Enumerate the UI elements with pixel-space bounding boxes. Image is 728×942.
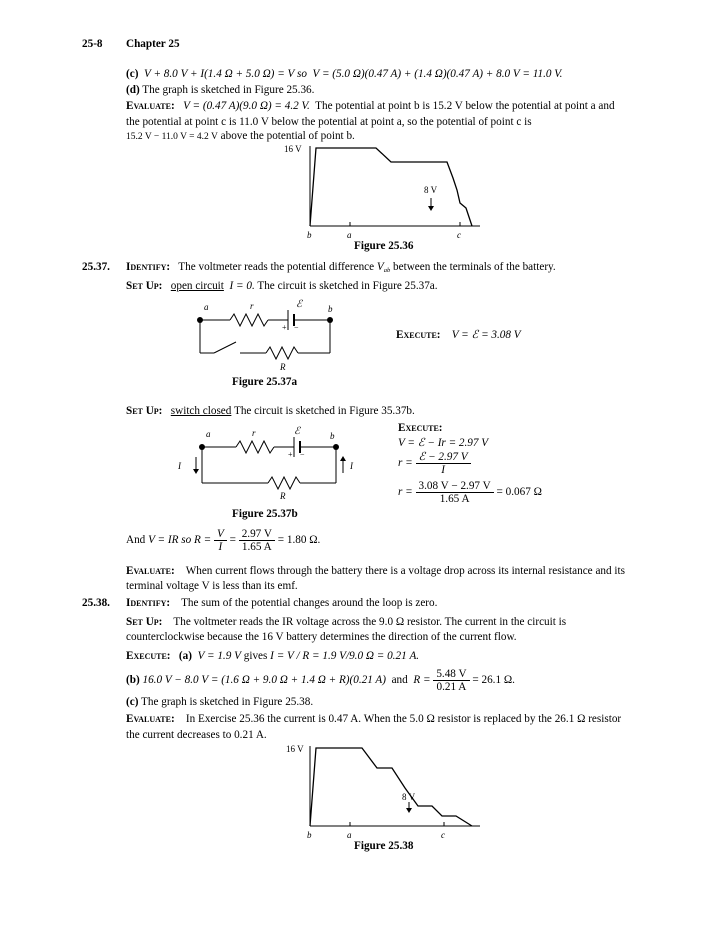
circuit-a-label-r: r: [250, 301, 254, 311]
setup-38-line1: Set Up: The voltmeter reads the IR voltage across the 9.0 Ω resistor. The current in the circuit is: [126, 616, 567, 628]
execute-37b-eq1: V = ℰ − Ir = 2.97 V: [398, 437, 489, 449]
graph38-x-c: c: [441, 830, 445, 840]
graph36-x-c: c: [457, 230, 461, 240]
graph36-x-a: a: [347, 230, 352, 240]
circuit-b-minus: −: [300, 450, 305, 459]
circuit-b-current-left: I: [178, 461, 181, 471]
figure-25-37a-caption: Figure 25.37a: [232, 376, 298, 388]
graph36-mid-label: 8 V: [424, 185, 438, 195]
figure-25-37b-caption: Figure 25.37b: [232, 508, 298, 520]
chapter-title: Chapter 25: [126, 38, 180, 50]
circuit-a-label-b: b: [328, 304, 333, 314]
graph38-mid-label: 8 V: [402, 792, 416, 802]
evaluate-36-line3: 15.2 V − 11.0 V = 4.2 V above the potential of point b.: [126, 130, 355, 142]
circuit-a-label-a: a: [204, 302, 209, 312]
circuit-25-37a: [190, 298, 350, 373]
figure-25-38-graph: [280, 740, 490, 845]
evaluate-36-line1: Evaluate: V = (0.47 A)(9.0 Ω) = 4.2 V. The potential at point b is 15.2 V below the potential at point a and: [126, 100, 615, 112]
figure-25-38-caption: Figure 25.38: [354, 840, 414, 852]
circuit-25-37b: [176, 425, 356, 500]
circuit-a-label-emf: ℰ: [296, 299, 303, 310]
graph38-top-label: 16 V: [286, 744, 304, 754]
evaluate-37-line1: Evaluate: When current flows through the battery there is a voltage drop across its internal resistance and its: [126, 565, 625, 577]
execute-37b-eq2: r = $\frac{\text{ℰ − 2.97 V}}{I}$: [398, 451, 471, 476]
graph38-x-a: a: [347, 830, 352, 840]
evaluate-36-line2: the potential at point c is 11.0 V below the potential at point a, so the potential of point c is: [126, 116, 532, 128]
execute-38b-line: (b) 16.0 V − 8.0 V = (1.6 Ω + 9.0 Ω + 1.4 Ω + R)(0.21 A) and R = $\frac{5.48 V}{0.21 A}$ = 26.1 Ω.: [126, 668, 515, 693]
figure-25-36-caption: Figure 25.36: [354, 240, 414, 252]
page-number: 25-8: [82, 38, 103, 50]
circuit-b-label-emf: ℰ: [294, 426, 301, 437]
setup-37-line1: Set Up: open circuit I = 0. The circuit is sketched in Figure 25.37a.: [126, 280, 438, 292]
part-c-38-line: (c) The graph is sketched in Figure 25.38.: [126, 696, 314, 708]
circuit-b-label-R: R: [280, 491, 286, 501]
graph36-top-label: 16 V: [284, 144, 302, 154]
execute-38a-line: Execute: (a) V = 1.9 V gives I = V / R = 1.9 V/9.0 Ω = 0.21 A.: [126, 650, 420, 662]
and-equation: And V = IR so R = $\frac{V}{I}$ = $\frac{2.97 V}{1.65 A}$ = 1.80 Ω.: [126, 528, 321, 553]
circuit-b-label-b: b: [330, 431, 335, 441]
setup-37-line2: Set Up: switch closed The circuit is sketched in Figure 35.37b.: [126, 405, 415, 417]
figure-25-36-graph: [280, 140, 490, 255]
evaluate-38-line1: Evaluate: In Exercise 25.36 the current is 0.47 A. When the 5.0 Ω resistor is replaced by the 26.1 Ω resistor: [126, 713, 622, 725]
identify-38-line: Identify: The sum of the potential changes around the loop is zero.: [126, 597, 438, 609]
circuit-b-label-r: r: [252, 428, 256, 438]
setup-38-line2: counterclockwise because the 16 V battery determines the direction of the current flow.: [126, 631, 517, 643]
circuit-a-minus: −: [294, 323, 299, 332]
graph36-x-b: b: [307, 230, 312, 240]
part-c-line: (c) V + 8.0 V + I(1.4 Ω + 5.0 Ω) = V so V = (5.0 Ω)(0.47 A) + (1.4 Ω)(0.47 A) + 8.0 V = 11.0 V.: [126, 68, 563, 80]
problem-25-37-number: 25.37.: [82, 261, 110, 273]
evaluate-38-line2: the current decreases to 0.21 A.: [126, 729, 267, 741]
circuit-a-label-R: R: [280, 362, 286, 372]
circuit-b-label-a: a: [206, 429, 211, 439]
circuit-b-current-right: I: [350, 461, 353, 471]
execute-37b-eq3: r = $\frac{3.08 V - 2.97 V}{1.65 A}$ = 0.067 Ω: [398, 480, 542, 505]
execute-37a: Execute: V = ℰ = 3.08 V: [396, 329, 521, 341]
circuit-a-plus: +: [282, 323, 287, 332]
circuit-b-plus: +: [288, 450, 293, 459]
graph38-x-b: b: [307, 830, 312, 840]
evaluate-37-line2: terminal voltage V is less than its emf.: [126, 580, 298, 592]
execute-37b-label: Execute:: [398, 422, 443, 434]
part-d-line: (d) The graph is sketched in Figure 25.36.: [126, 84, 315, 96]
problem-25-38-number: 25.38.: [82, 597, 110, 609]
identify-37-line: Identify: The voltmeter reads the potential difference $V_{ab}$ between the terminals of the battery.: [126, 261, 556, 274]
